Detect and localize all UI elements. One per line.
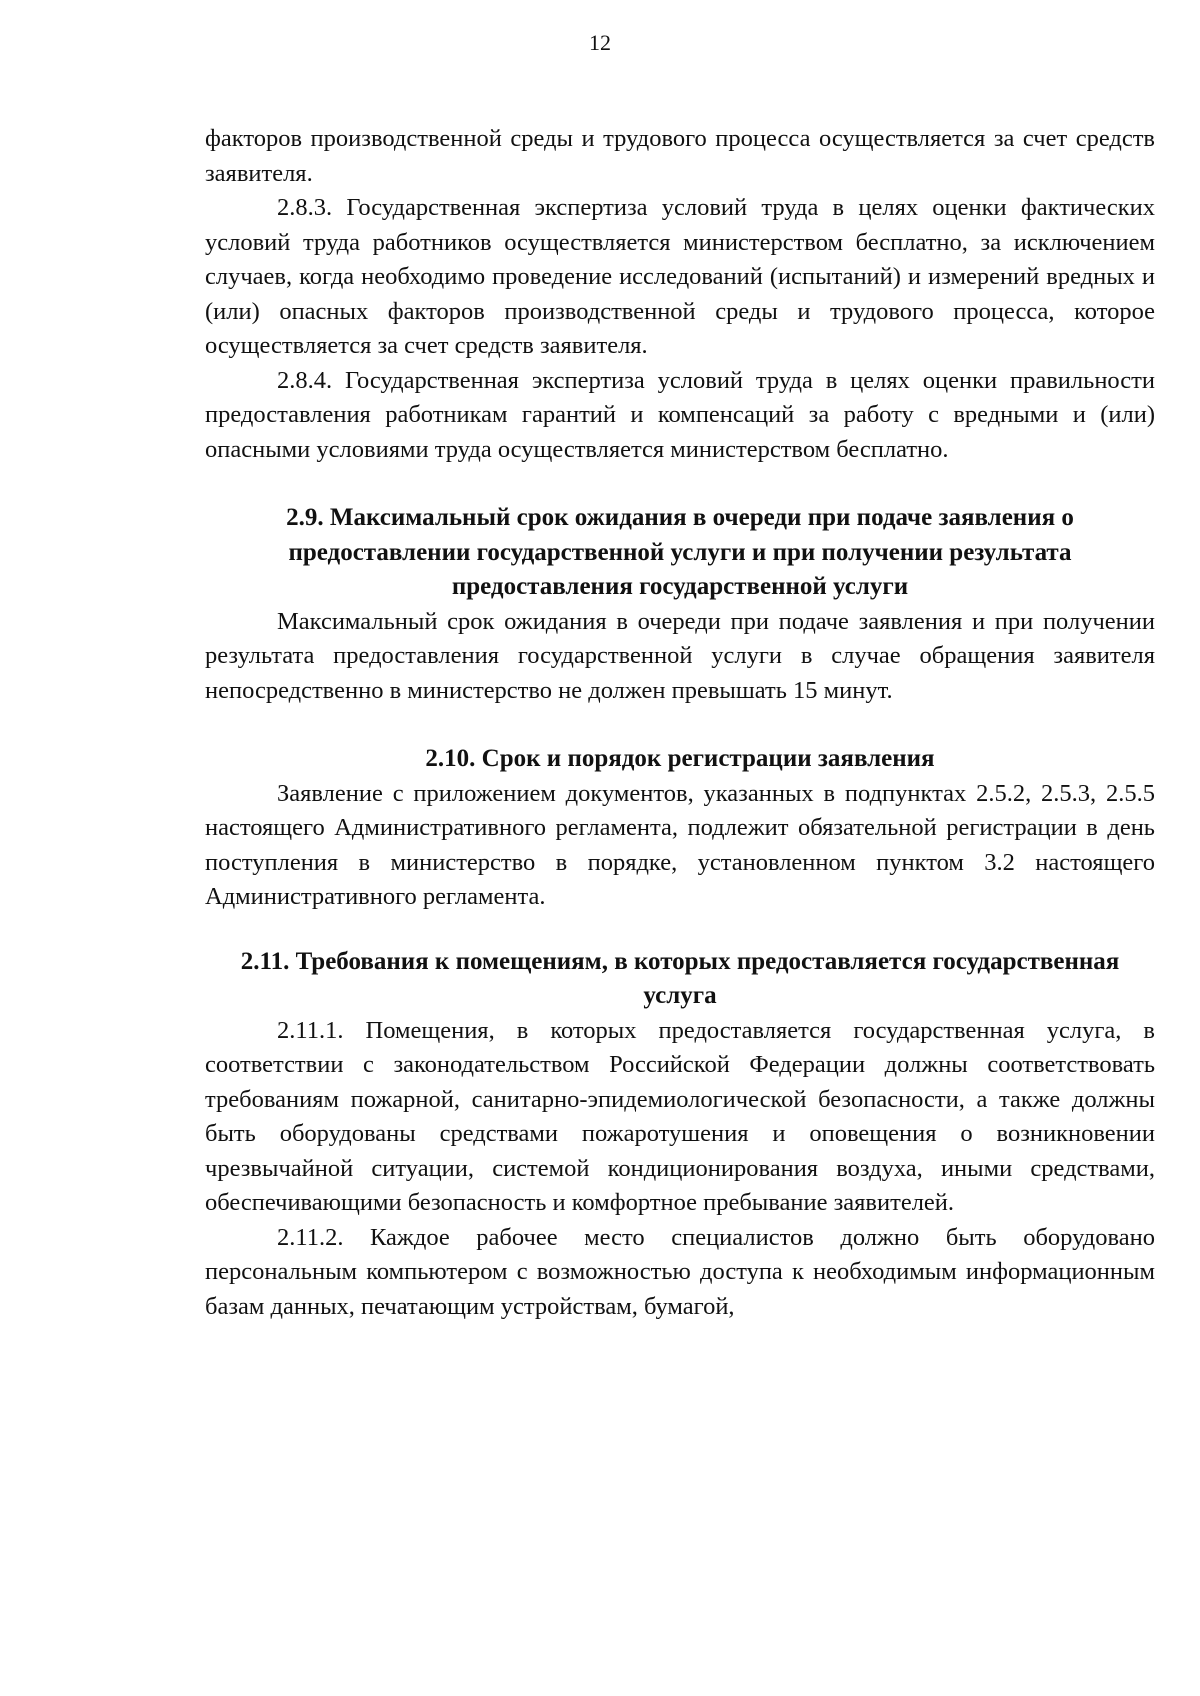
paragraph-continuation: факторов производственной среды и трудового процесса осуществляется за счет средств заявителя. — [205, 125, 1155, 187]
paragraph-2-8-3: 2.8.3. Государственная экспертиза условий труда в целях оценки фактических условий труда работников осуществляется министерством бесплатно, за исключением случаев, когда необходимо проведение исследований (испытаний) и измерений вредных и (или) опасных факторов производственной среды и трудового процесса, которое осуществляется за счет средств заявителя. — [205, 194, 1155, 359]
section-heading-2-9: 2.9. Максимальный срок ожидания в очереди при подаче заявления о предоставлении государственной услуги и при получении результата предоставления государственной услуги — [286, 504, 1074, 600]
page-number: 12 — [589, 30, 611, 55]
section-heading-2-10: 2.10. Срок и порядок регистрации заявления — [425, 745, 935, 772]
section-spacer — [205, 708, 1155, 742]
paragraph-2-8-4: 2.8.4. Государственная экспертиза условий труда в целях оценки правильности предоставления работникам гарантий и компенсаций за работу с вредными и (или) опасными условиями труда осуществляется министерством бесплатно. — [205, 366, 1155, 463]
paragraph-2-9: Максимальный срок ожидания в очереди при подаче заявления и при получении результата предоставления государственной услуги в случае обращения заявителя непосредственно в министерство не должен превышать 15 минут. — [205, 607, 1155, 704]
paragraph-2-11-2: 2.11.2. Каждое рабочее место специалистов должно быть оборудовано персональным компьютером с возможностью доступа к необходимым информационным базам данных, печатающим устройствам, бумагой, — [205, 1223, 1155, 1320]
paragraph-2-10: Заявление с приложением документов, указанных в подпунктах 2.5.2, 2.5.3, 2.5.5 настоящего Административного регламента, подлежит обязательной регистрации в день поступления в министерство в порядке, установленном пунктом 3.2 настоящего Административного регламента. — [205, 779, 1155, 910]
section-heading-2-11: 2.11. Требования к помещениям, в которых предоставляется государственная услуга — [240, 947, 1120, 1009]
document-body — [205, 122, 1155, 1324]
section-spacer — [205, 915, 1155, 945]
section-spacer — [205, 467, 1155, 501]
paragraph-2-11-1: 2.11.1. Помещения, в которых предоставляется государственная услуга, в соответствии с законодательством Российской Федерации должны соответствовать требованиям пожарной, санитарно-эпидемиологической безопасности, а также должны быть оборудованы средствами пожаротушения и оповещения о возникновении чрезвычайной ситуации, системой кондиционирования воздуха, иными средствами, обеспечивающими безопасность и комфортное пребывание заявителей. — [205, 1016, 1155, 1216]
